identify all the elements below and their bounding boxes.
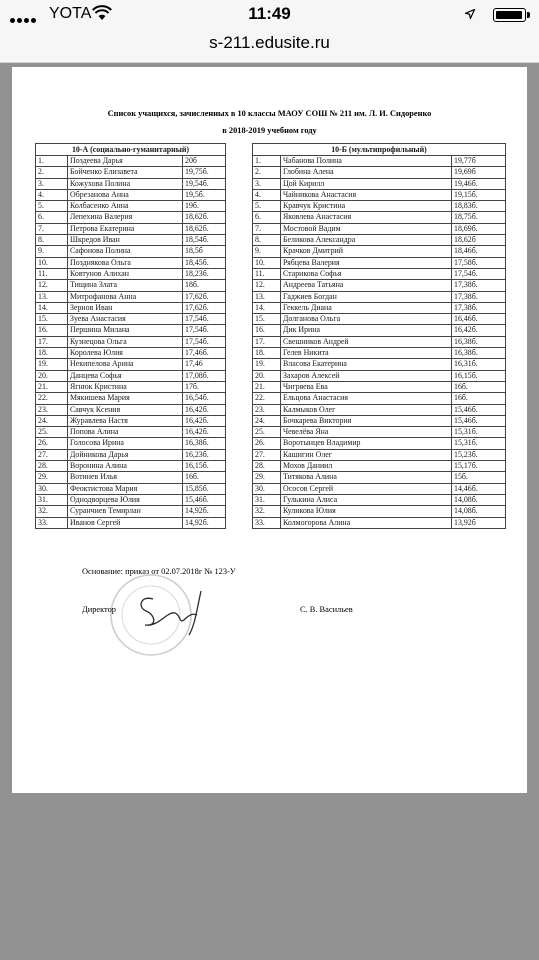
class-10b-student-score: 16,42б. (452, 325, 506, 336)
class-10a-student-score: 16,42б. (183, 415, 226, 426)
class-10a-student-score: 18б. (183, 280, 226, 291)
class-10a-table-row (36, 404, 226, 415)
class-10a-student-score: 19,5б. (183, 189, 226, 200)
class-10a-student-name: Позднякова Ольга (68, 257, 183, 268)
class-10a-table-row (36, 235, 226, 246)
class-10a-student-name: Попова Алина (68, 427, 183, 438)
class-10b-table-row (253, 415, 506, 426)
class-10a-table-row (36, 393, 226, 404)
class-10b-row-number: 21. (253, 381, 281, 392)
class-10a-student-name: Кожухова Полина (68, 178, 183, 189)
class-10a-row-number: 21. (36, 381, 68, 392)
class-10a-row-number: 12. (36, 280, 68, 291)
class-10b-table-row (253, 359, 506, 370)
class-10b-table-row (253, 246, 506, 257)
class-10a-student-name: Сафонова Полина (68, 246, 183, 257)
class-10a-student-score: 17,54б. (183, 314, 226, 325)
document-page (12, 67, 527, 793)
class-10a-student-score: 16,42б. (183, 427, 226, 438)
class-10a-row-number: 9. (36, 246, 68, 257)
class-10b-student-name: Воротынцев Владимир (281, 438, 452, 449)
class-10b-student-name: Титякова Алина (281, 472, 452, 483)
class-10b-table-row (253, 494, 506, 505)
class-10a-student-name: Журавлева Настя (68, 415, 183, 426)
class-10a-student-name: Шкредов Иван (68, 235, 183, 246)
class-10b-student-name: Стариковa Софья (281, 268, 452, 279)
class-10b-student-name: Ельцова Анастасия (281, 393, 452, 404)
class-10b-table-row (253, 268, 506, 279)
class-10a-row-number: 6. (36, 212, 68, 223)
class-10b-table-row (253, 178, 506, 189)
class-10b-table-row (253, 156, 506, 167)
class-10a-table-row (36, 302, 226, 313)
class-10a-student-score: 15,46б. (183, 494, 226, 505)
class-10a-student-name: Обрезанова Анна (68, 189, 183, 200)
class-10b-row-number: 18. (253, 348, 281, 359)
class-10a-student-score: 18,23б. (183, 268, 226, 279)
class-10a-table-row (36, 280, 226, 291)
class-10a-table-row (36, 314, 226, 325)
class-10a-table (35, 143, 226, 529)
class-10a-row-number: 32. (36, 506, 68, 517)
document-title: Список учащихся, зачисленных в 10 классы МАОУ СОШ № 211 им. Л. И. Сидоренко (107, 109, 432, 118)
class-10b-table-row (253, 257, 506, 268)
class-10b-table-row (253, 506, 506, 517)
class-10b-student-score: 16,15б. (452, 370, 506, 381)
class-10b-student-name: Бочкарева Виктория (281, 415, 452, 426)
battery-icon (493, 8, 526, 22)
class-10a-row-number: 15. (36, 314, 68, 325)
class-10b-student-name: Власова Екатерина (281, 359, 452, 370)
class-10b-row-number: 32. (253, 506, 281, 517)
class-10b-student-score: 17,54б. (452, 268, 506, 279)
class-10b-student-name: Андреева Татьяна (281, 280, 452, 291)
class-10a-row-number: 1. (36, 156, 68, 167)
class-10b-student-name: Крачков Дмитрий (281, 246, 452, 257)
class-10a-student-name: Зуева Анастасия (68, 314, 183, 325)
class-10a-table-row (36, 268, 226, 279)
class-10a-student-score: 17,62б. (183, 302, 226, 313)
class-10a-row-number: 2. (36, 167, 68, 178)
class-10b-row-number: 14. (253, 302, 281, 313)
location-arrow-icon (465, 9, 475, 19)
class-10b-student-score: 18,46б. (452, 246, 506, 257)
class-10a-student-name: Лепехина Валерия (68, 212, 183, 223)
class-10a-table-row (36, 246, 226, 257)
class-10b-row-number: 6. (253, 212, 281, 223)
class-10b-student-score: 15,31б. (452, 427, 506, 438)
status-time: 11:49 (248, 4, 291, 23)
class-10a-student-name: Поздеева Дарья (68, 156, 183, 167)
class-10b-student-name: Яковлева Анастасия (281, 212, 452, 223)
class-10b-table-row (253, 280, 506, 291)
class-10a-student-score: 16,42б. (183, 404, 226, 415)
class-10a-student-score: 19,75б. (183, 167, 226, 178)
class-10a-student-score: 17,46 (183, 359, 226, 370)
class-10b-row-number: 22. (253, 393, 281, 404)
class-10a-table-row (36, 291, 226, 302)
class-10a-student-score: 20б (183, 156, 226, 167)
class-10b-student-score: 16б. (452, 393, 506, 404)
class-10b-row-number: 26. (253, 438, 281, 449)
class-10b-table-row (253, 348, 506, 359)
class-10b-row-number: 3. (253, 178, 281, 189)
class-10b-student-score: 14,46б. (452, 483, 506, 494)
class-10b-table-row (253, 223, 506, 234)
class-10a-table-row (36, 359, 226, 370)
class-10b-student-name: Кравчук Кристина (281, 201, 452, 212)
class-10a-row-number: 25. (36, 427, 68, 438)
class-10b-table-row (253, 393, 506, 404)
class-10b-row-number: 28. (253, 461, 281, 472)
class-10a-student-name: Дойникова Дарья (68, 449, 183, 460)
class-10b-row-number: 1. (253, 156, 281, 167)
class-10b-row-number: 24. (253, 415, 281, 426)
class-10b-student-score: 15,46б. (452, 415, 506, 426)
class-10b-row-number: 20. (253, 370, 281, 381)
class-10a-row-number: 27. (36, 449, 68, 460)
class-10b-table-row (253, 201, 506, 212)
class-10a-student-score: 14,92б. (183, 506, 226, 517)
class-10a-table-row (36, 167, 226, 178)
class-10b-row-number: 2. (253, 167, 281, 178)
class-10a-student-score: 18,62б. (183, 223, 226, 234)
class-10b-student-name: Свешников Андрей (281, 336, 452, 347)
class-10b-student-name: Дик Ирина (281, 325, 452, 336)
class-10a-row-number: 22. (36, 393, 68, 404)
class-10a-student-name: Вотинев Илья (68, 472, 183, 483)
director-label: Директор (82, 605, 116, 614)
class-10a-row-number: 16. (36, 325, 68, 336)
class-10b-row-number: 10. (253, 257, 281, 268)
class-10b-table-row (253, 449, 506, 460)
class-10b-student-score: 19,77б (452, 156, 506, 167)
class-10a-table-row (36, 336, 226, 347)
class-10a-table-row (36, 472, 226, 483)
class-10b-student-name: Ососов Сергей (281, 483, 452, 494)
class-10b-student-score: 16б. (452, 381, 506, 392)
class-10b-student-score: 18,83б. (452, 201, 506, 212)
class-10a-student-name: Кузнецова Ольга (68, 336, 183, 347)
class-10a-student-name: Мякишева Мария (68, 393, 183, 404)
class-10b-student-name: Цой Кирилл (281, 178, 452, 189)
class-10a-student-score: 16,54б. (183, 393, 226, 404)
class-10b-row-number: 9. (253, 246, 281, 257)
class-10a-student-score: 19,54б. (183, 178, 226, 189)
class-10b-table-row (253, 472, 506, 483)
class-10b-student-score: 15б. (452, 472, 506, 483)
class-10b-student-score: 19,46б. (452, 178, 506, 189)
class-10a-student-score: 16,23б. (183, 449, 226, 460)
class-10a-table-row (36, 483, 226, 494)
class-10b-table-row (253, 483, 506, 494)
class-10a-row-number: 10. (36, 257, 68, 268)
address-bar-url[interactable]: s-211.edusite.ru (209, 33, 330, 52)
class-10b-table-row (253, 461, 506, 472)
class-10a-student-score: 18,54б. (183, 235, 226, 246)
class-10b-student-name: Чигряева Ева (281, 381, 452, 392)
class-10a-student-name: Ягнюк Кристина (68, 381, 183, 392)
class-10b-table-row (253, 336, 506, 347)
class-10b-student-name: Захаров Алексей (281, 370, 452, 381)
class-10b-row-number: 15. (253, 314, 281, 325)
class-10b-table-row (253, 302, 506, 313)
class-10b-row-number: 25. (253, 427, 281, 438)
class-10b-table-row (253, 167, 506, 178)
class-10a-table-row (36, 189, 226, 200)
class-10a-student-score: 17,54б. (183, 325, 226, 336)
class-10a-row-number: 8. (36, 235, 68, 246)
class-10b-student-name: Мостовой Вадим (281, 223, 452, 234)
class-10b-student-score: 17,58б. (452, 257, 506, 268)
class-10b-student-score: 14,08б. (452, 506, 506, 517)
class-10b-table-row (253, 189, 506, 200)
class-10b-student-name: Чайникова Анастасия (281, 189, 452, 200)
class-10a-student-score: 17б. (183, 381, 226, 392)
class-10a-student-score: 17,08б. (183, 370, 226, 381)
class-10a-student-name: Некипелова Арина (68, 359, 183, 370)
class-10a-student-name: Савчук Ксения (68, 404, 183, 415)
class-10b-row-number: 23. (253, 404, 281, 415)
class-10b-student-name: Гаджиев Богдан (281, 291, 452, 302)
class-10b-student-score: 14,08б. (452, 494, 506, 505)
class-10a-table-row (36, 494, 226, 505)
class-10a-row-number: 3. (36, 178, 68, 189)
class-10a-student-name: Митрофанова Анна (68, 291, 183, 302)
class-10a-table-row (36, 201, 226, 212)
class-10b-table-row (253, 381, 506, 392)
class-10b-row-number: 8. (253, 235, 281, 246)
class-10a-student-name: Тищина Злата (68, 280, 183, 291)
class-10b-row-number: 27. (253, 449, 281, 460)
class-10b-student-name: Рябцева Валерия (281, 257, 452, 268)
class-10a-row-number: 28. (36, 461, 68, 472)
class-10a-table-row (36, 461, 226, 472)
class-10a-table-row (36, 212, 226, 223)
class-10b-student-name: Кашигин Олег (281, 449, 452, 460)
class-10a-student-name: Бойченко Елизавета (68, 167, 183, 178)
class-10a-student-score: 17,62б. (183, 291, 226, 302)
class-10a-student-score: 18,45б. (183, 257, 226, 268)
class-10b-student-score: 18,62б (452, 235, 506, 246)
class-10b-table (252, 143, 506, 529)
class-10b-student-name: Куликова Юлия (281, 506, 452, 517)
class-10b-student-score: 17,38б. (452, 291, 506, 302)
class-10a-student-score: 15,85б. (183, 483, 226, 494)
class-10a-table-row (36, 427, 226, 438)
class-10b-row-number: 33. (253, 517, 281, 528)
class-10b-student-name: Глобина Алена (281, 167, 452, 178)
class-10a-student-score: 16б. (183, 472, 226, 483)
class-10b-student-score: 16,38б. (452, 348, 506, 359)
class-10a-student-name: Данцева Софья (68, 370, 183, 381)
class-10b-student-score: 15,46б. (452, 404, 506, 415)
class-10a-row-number: 4. (36, 189, 68, 200)
class-10a-row-number: 14. (36, 302, 68, 313)
class-10b-row-number: 16. (253, 325, 281, 336)
class-10a-row-number: 23. (36, 404, 68, 415)
order-basis: Основание: приказ от 02.07.2018г № 123-У (82, 567, 236, 576)
class-10a-student-score: 14,92б. (183, 517, 226, 528)
class-10b-student-score: 15,23б. (452, 449, 506, 460)
class-10a-table-row (36, 325, 226, 336)
class-10a-student-name: Ковтунов Алихан (68, 268, 183, 279)
class-10a-row-number: 13. (36, 291, 68, 302)
class-10a-student-name: Колбасенко Анна (68, 201, 183, 212)
class-10a-table-row (36, 257, 226, 268)
class-10a-row-number: 24. (36, 415, 68, 426)
class-10a-row-number: 30. (36, 483, 68, 494)
class-10b-student-name: Геккель Диана (281, 302, 452, 313)
class-10b-table-row (253, 517, 506, 528)
class-10a-student-name: Голосова Ирина (68, 438, 183, 449)
class-10b-student-score: 19,69б (452, 167, 506, 178)
class-10a-row-number: 29. (36, 472, 68, 483)
class-10a-row-number: 33. (36, 517, 68, 528)
class-10b-student-score: 15,31б. (452, 438, 506, 449)
class-10a-row-number: 11. (36, 268, 68, 279)
class-10b-row-number: 12. (253, 280, 281, 291)
class-10b-table-row (253, 235, 506, 246)
class-10a-row-number: 26. (36, 438, 68, 449)
class-10b-student-score: 16,46б. (452, 314, 506, 325)
class-10b-student-score: 13,92б (452, 517, 506, 528)
class-10a-student-name: Королева Юлия (68, 348, 183, 359)
class-10a-student-name: Першина Милана (68, 325, 183, 336)
class-10b-student-name: Калмыков Олег (281, 404, 452, 415)
class-10a-student-score: 19б. (183, 201, 226, 212)
class-10b-row-number: 13. (253, 291, 281, 302)
class-10a-student-name: Феоктистова Мария (68, 483, 183, 494)
class-10b-table-row (253, 427, 506, 438)
class-10a-student-score: 18,5б (183, 246, 226, 257)
class-10b-student-score: 17,38б. (452, 280, 506, 291)
class-10b-table-row (253, 438, 506, 449)
class-10a-table-row (36, 348, 226, 359)
round-seal-signature-icon (101, 569, 219, 661)
class-10b-student-name: Долганова Ольга (281, 314, 452, 325)
class-10b-student-name: Гелев Никита (281, 348, 452, 359)
class-10b-row-number: 30. (253, 483, 281, 494)
class-10a-table-row (36, 517, 226, 528)
class-10b-student-name: Чабанова Полина (281, 156, 452, 167)
status-bar (0, 0, 539, 30)
class-10b-row-number: 31. (253, 494, 281, 505)
carrier-name: YOTA (49, 5, 92, 22)
class-10b-student-score: 19,15б. (452, 189, 506, 200)
class-10b-student-name: Беликова Александра (281, 235, 452, 246)
class-10a-student-name: Петрова Екатерина (68, 223, 183, 234)
class-10a-student-score: 18,62б. (183, 212, 226, 223)
class-10b-student-name: Гулькина Алиса (281, 494, 452, 505)
class-10b-table-row (253, 212, 506, 223)
class-10b-row-number: 17. (253, 336, 281, 347)
director-name: С. В. Васильев (300, 605, 353, 614)
class-10b-row-number: 29. (253, 472, 281, 483)
class-10a-table-row (36, 178, 226, 189)
class-10b-table-row (253, 314, 506, 325)
document-subtitle: в 2018-2019 учебном году (222, 126, 317, 135)
class-10a-student-name: Воронина Алина (68, 461, 183, 472)
class-10a-header: 10-А (социально-гуманитарный) (36, 144, 226, 156)
class-10a-student-name: Однодворцева Юлия (68, 494, 183, 505)
class-10a-table-row (36, 438, 226, 449)
class-10b-header: 10-Б (мультипрофильный) (253, 144, 506, 156)
class-10a-row-number: 5. (36, 201, 68, 212)
class-10a-table-row (36, 381, 226, 392)
class-10b-student-score: 17,38б. (452, 302, 506, 313)
class-10a-table-row (36, 223, 226, 234)
class-10b-student-score: 18,69б. (452, 223, 506, 234)
class-10a-row-number: 7. (36, 223, 68, 234)
class-10a-row-number: 19. (36, 359, 68, 370)
class-10b-row-number: 5. (253, 201, 281, 212)
class-10a-table-row (36, 449, 226, 460)
class-10a-table-row (36, 370, 226, 381)
class-10b-row-number: 19. (253, 359, 281, 370)
class-10b-student-score: 16,38б. (452, 336, 506, 347)
class-10a-student-score: 16,15б. (183, 461, 226, 472)
class-10b-student-name: Чевелёва Яна (281, 427, 452, 438)
class-10b-student-name: Колмогорова Алина (281, 517, 452, 528)
class-10a-table-row (36, 156, 226, 167)
class-10b-student-score: 18,75б. (452, 212, 506, 223)
class-10a-row-number: 20. (36, 370, 68, 381)
class-10b-table-row (253, 291, 506, 302)
class-10a-student-name: Суранчиев Темирлан (68, 506, 183, 517)
browser-top-bar (0, 0, 539, 63)
class-10a-table-row (36, 415, 226, 426)
battery-tip (527, 12, 530, 18)
class-10b-table-row (253, 370, 506, 381)
class-10a-row-number: 17. (36, 336, 68, 347)
class-10a-table-row (36, 506, 226, 517)
class-10a-student-name: Иванов Сергей (68, 517, 183, 528)
class-10b-row-number: 11. (253, 268, 281, 279)
class-10b-row-number: 7. (253, 223, 281, 234)
class-10b-student-score: 15,17б. (452, 461, 506, 472)
class-10a-student-score: 17,54б. (183, 336, 226, 347)
class-10b-row-number: 4. (253, 189, 281, 200)
class-10b-student-score: 16,31б. (452, 359, 506, 370)
class-10a-student-name: Зернов Иван (68, 302, 183, 313)
class-10b-student-name: Мохов Даниил (281, 461, 452, 472)
class-10a-row-number: 31. (36, 494, 68, 505)
class-10a-student-score: 17,46б. (183, 348, 226, 359)
class-10a-row-number: 18. (36, 348, 68, 359)
class-10b-table-row (253, 404, 506, 415)
class-10b-table-row (253, 325, 506, 336)
class-10a-student-score: 16,38б. (183, 438, 226, 449)
